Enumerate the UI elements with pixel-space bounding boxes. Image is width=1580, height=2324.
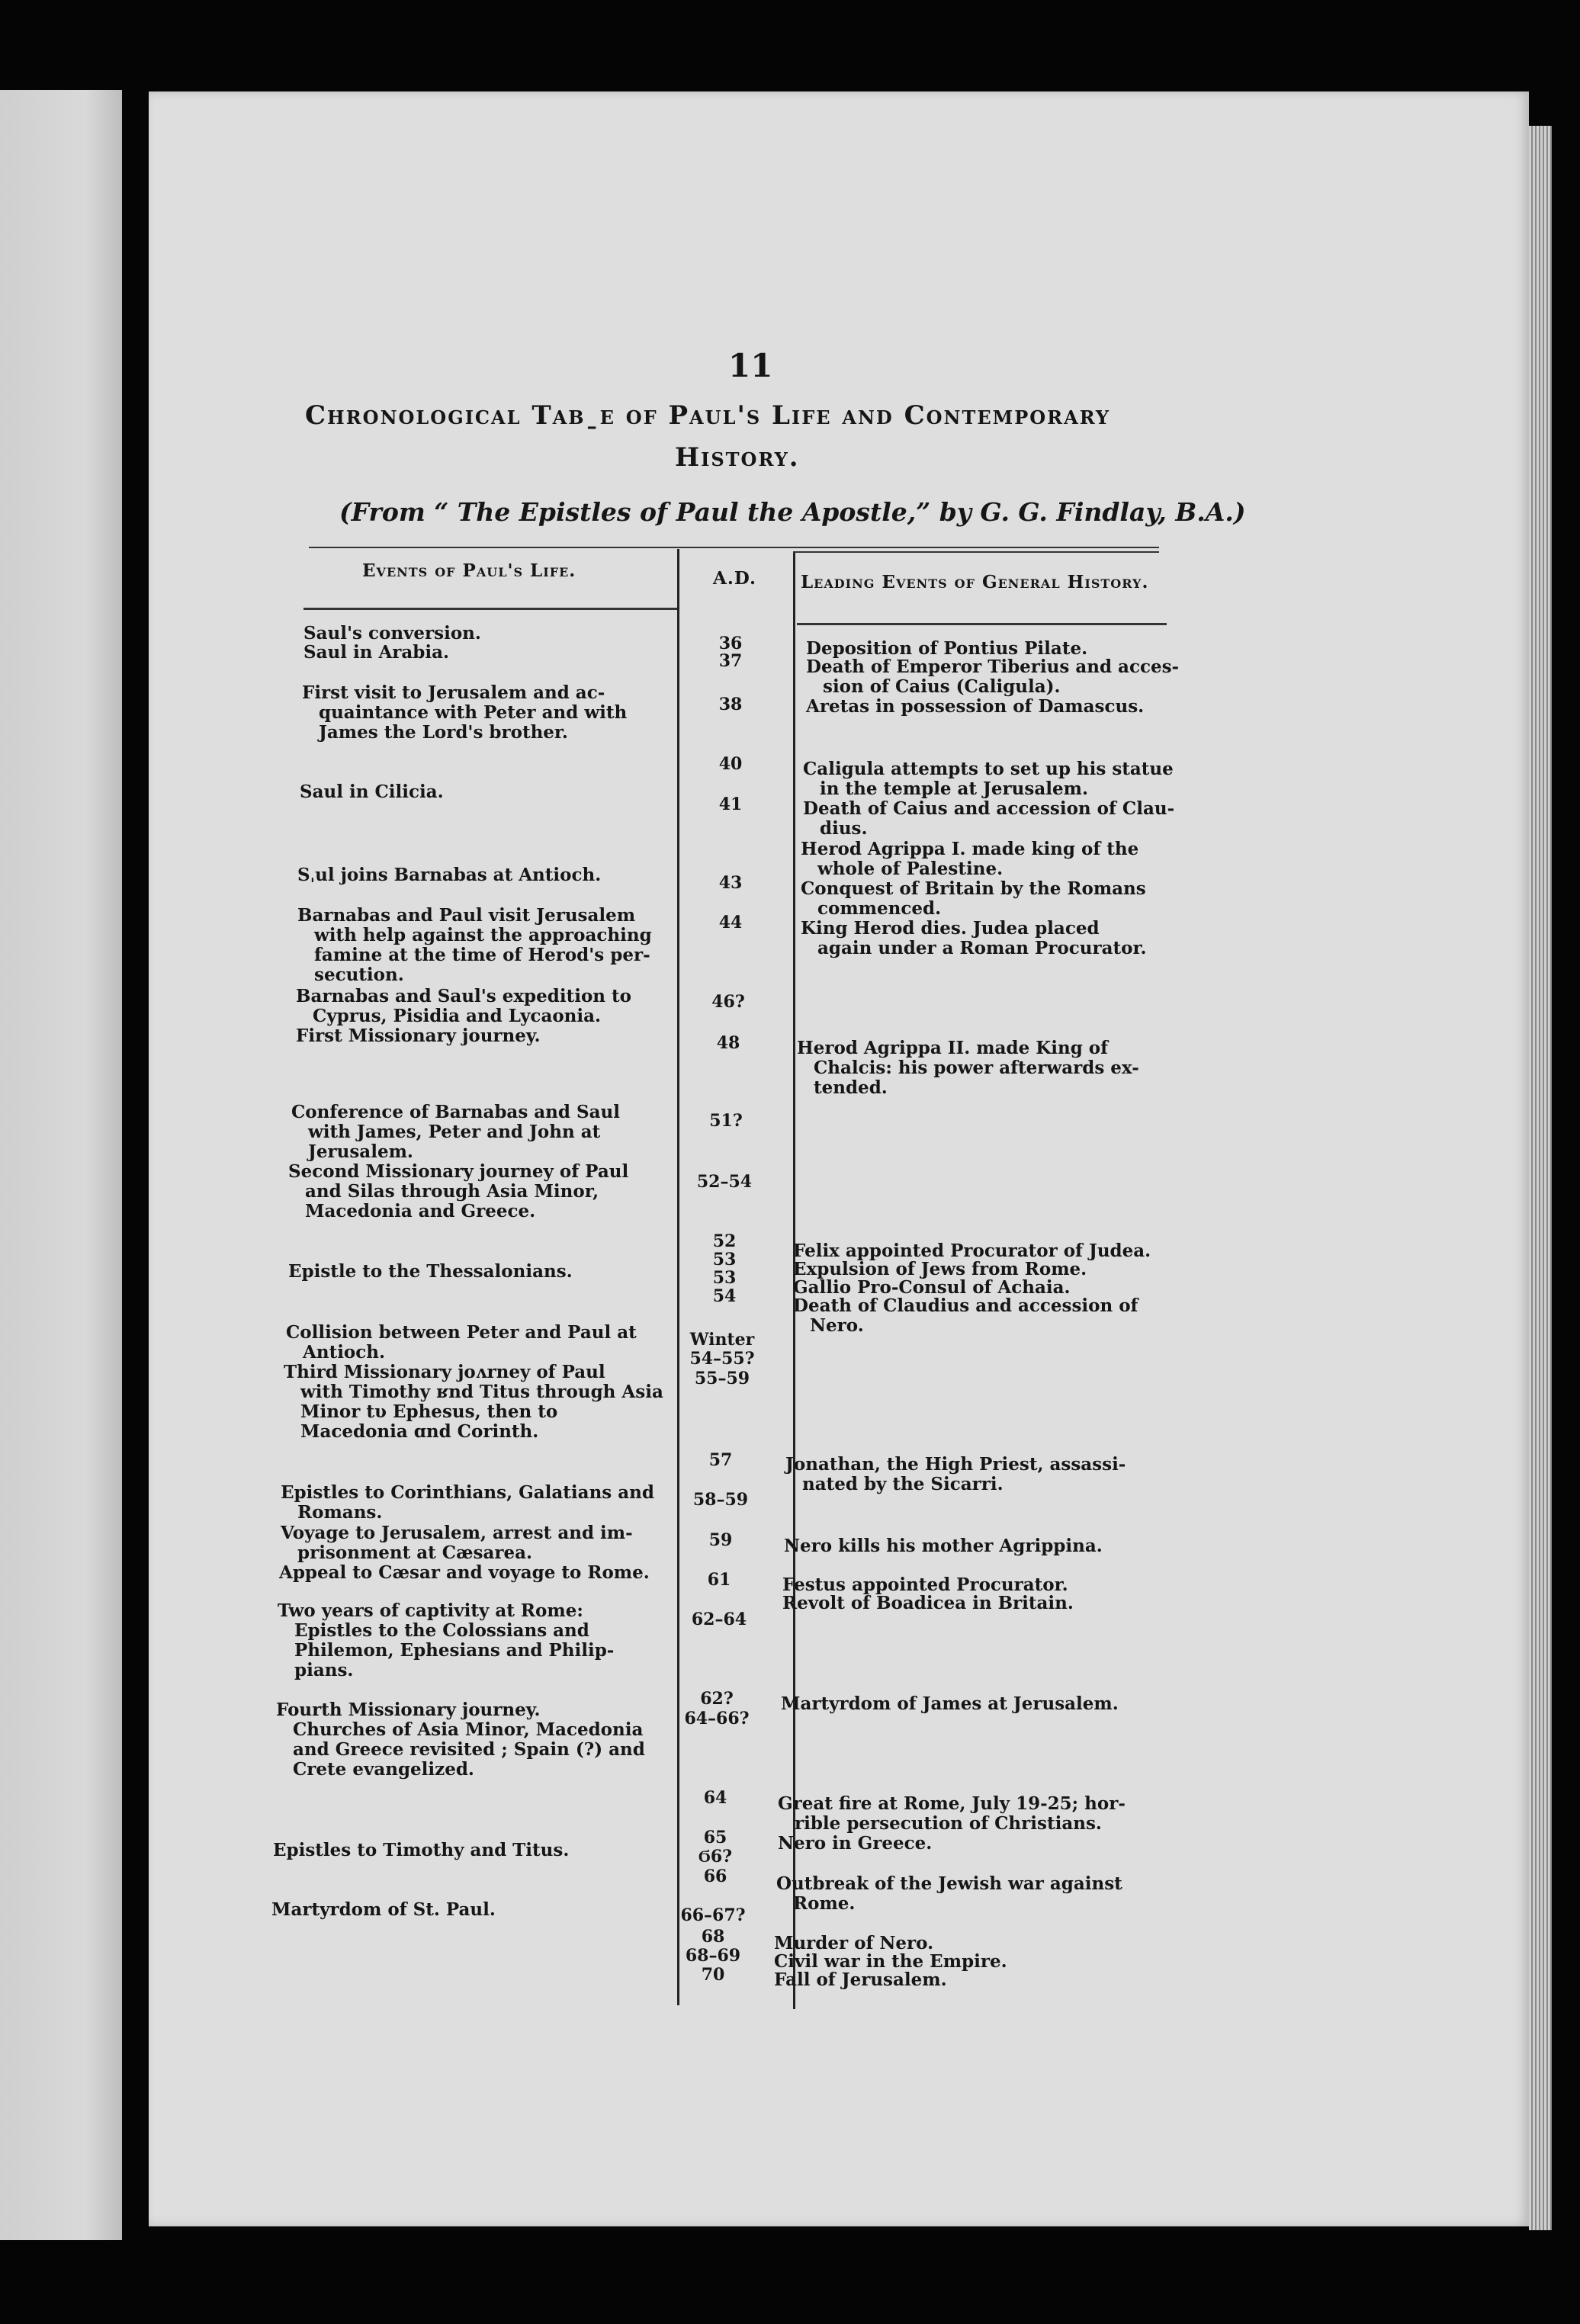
year-cell: 46? bbox=[711, 992, 745, 1012]
paul-event: Saul in Cilicia. bbox=[300, 782, 444, 802]
general-event: Herod Agrippa II. made King of Chalcis: his power afterwards ex- tended. bbox=[797, 1038, 1139, 1098]
year-cell: 62? bbox=[700, 1689, 734, 1709]
year-cell: 53 bbox=[712, 1268, 737, 1288]
year-cell: 54–55? bbox=[689, 1349, 755, 1369]
header-top-rule bbox=[309, 547, 1159, 548]
year-cell: 40 bbox=[718, 754, 743, 774]
general-event: Murder of Nero. bbox=[774, 1933, 934, 1953]
year-cell: 66 bbox=[703, 1867, 727, 1886]
general-event: King Herod dies. Judea placed again under a Roman Procurator. bbox=[801, 918, 1147, 958]
paul-event: Saul in Arabia. bbox=[303, 642, 450, 663]
general-event: Herod Agrippa I. made king of the whole of Palestine. bbox=[801, 839, 1139, 879]
general-event: Aretas in possession of Damascus. bbox=[806, 696, 1145, 717]
year-cell: Winter bbox=[689, 1330, 755, 1350]
previous-page-edge bbox=[0, 90, 122, 2240]
paul-event: Sˌul joins Barnabas at Antioch. bbox=[297, 865, 602, 885]
paul-event: Barnabas and Paul visit Jerusalem with help against the approaching famine at the time of Herod's per- secution. bbox=[297, 905, 652, 985]
year-cell: 51? bbox=[709, 1111, 743, 1131]
year-cell: 61 bbox=[707, 1570, 731, 1590]
general-event: Fall of Jerusalem. bbox=[774, 1969, 947, 1990]
ad-column-header: A.D. bbox=[713, 568, 756, 589]
year-cell: 52 bbox=[712, 1231, 737, 1251]
paul-event: Third Missionary joʌrney of Paul with Timothy ʁnd Titus through Asia Minor tυ Ephesus, then to Macedonia ɑnd Corinth. bbox=[284, 1362, 663, 1442]
paul-event: Two years of captivity at Rome: Epistles to the Colossians and Philemon, Ephesians and Philip- pians. bbox=[278, 1600, 615, 1680]
year-cell: 43 bbox=[718, 873, 743, 893]
page-number: 11 bbox=[728, 347, 773, 384]
year-cell: 57 bbox=[708, 1450, 733, 1470]
year-cell: 48 bbox=[716, 1033, 740, 1053]
general-event: Festus appointed Procurator. bbox=[782, 1574, 1068, 1595]
paul-event: First Missionary journey. bbox=[296, 1026, 541, 1046]
year-cell: 68 bbox=[701, 1927, 725, 1947]
page-title: Chronological Tabˍe of Paul's Life and Contemporary bbox=[305, 400, 1111, 431]
paul-event: Epistle to the Thessalonians. bbox=[288, 1261, 573, 1282]
year-cell: 55–59 bbox=[694, 1369, 750, 1388]
general-event: Death of Caius and accession of Clau- dius. bbox=[803, 798, 1175, 839]
general-event: Felix appointed Procurator of Judea. bbox=[793, 1241, 1151, 1261]
events-column-header: Events of Paul's Life. bbox=[362, 560, 576, 581]
year-cell: Ϭ6? bbox=[698, 1847, 733, 1867]
general-event: Nero in Greece. bbox=[778, 1833, 933, 1854]
general-event: Death of Claudius and accession of Nero. bbox=[793, 1295, 1138, 1336]
paul-event: Appeal to Cæsar and voyage to Rome. bbox=[279, 1562, 650, 1583]
paul-event: First visit to Jerusalem and ac- quaintance with Peter and with James the Lord's brother. bbox=[302, 682, 628, 743]
year-cell: 70 bbox=[701, 1965, 725, 1985]
paul-event: Epistles to Corinthians, Galatians and Romans. bbox=[281, 1482, 654, 1523]
year-cell: 53 bbox=[712, 1250, 737, 1270]
general-event: Expulsion of Jews from Rome. bbox=[793, 1259, 1087, 1279]
page-stack-edge bbox=[1529, 126, 1552, 2230]
header-top-rule-right bbox=[793, 551, 1159, 553]
general-event: Outbreak of the Jewish war against Rome. bbox=[776, 1873, 1122, 1914]
general-event: Deposition of Pontius Pilate. bbox=[806, 638, 1088, 659]
paul-event: Collision between Peter and Paul at Antioch. bbox=[286, 1322, 637, 1363]
paul-event: Fourth Missionary journey. Churches of Asia Minor, Macedonia and Greece revisited ; Spain (?) and Crete evangelized. bbox=[276, 1700, 645, 1780]
general-event: Jonathan, the High Priest, assassi- nated by the Sicarri. bbox=[785, 1454, 1126, 1494]
year-cell: 36 bbox=[718, 634, 743, 653]
year-cell: 54 bbox=[712, 1286, 737, 1306]
general-event: Conquest of Britain by the Romans commenced. bbox=[801, 878, 1146, 919]
year-cell: 64 bbox=[703, 1788, 727, 1808]
year-cell: 44 bbox=[718, 913, 743, 932]
year-cell: 38 bbox=[718, 695, 743, 714]
year-cell: 66–67? bbox=[680, 1905, 746, 1925]
general-event: Civil war in the Empire. bbox=[774, 1951, 1007, 1972]
source-citation: (From “ The Epistles of Paul the Apostle,” by G. G. Findlay, B.A.) bbox=[339, 497, 1246, 527]
page-title-continued: History. bbox=[675, 442, 800, 473]
paul-event: Conference of Barnabas and Saul with James, Peter and John at Jeruѕalem. bbox=[291, 1102, 620, 1162]
paul-event: Saul's conversion. bbox=[303, 623, 481, 644]
general-event: Great fire at Rome, July 19-25; hor- rible persecution of Christians. bbox=[778, 1793, 1126, 1834]
general-event: Revolt of Boadicea in Britain. bbox=[782, 1593, 1074, 1613]
year-cell: 37 bbox=[718, 651, 743, 671]
general-event: Gallio Pro-Consul of Achaia. bbox=[793, 1277, 1071, 1298]
paul-event: Epistles to Timothy and Titus. bbox=[273, 1840, 570, 1860]
general-event: Nero kills his mother Agrippina. bbox=[784, 1536, 1103, 1556]
header-rule-left bbox=[303, 608, 677, 610]
paul-event: Martyrdom of St. Paul. bbox=[271, 1899, 496, 1920]
general-event: Caligula attempts to set up his statue in the temple at Jerusalem. bbox=[803, 759, 1174, 799]
year-cell: 58–59 bbox=[692, 1490, 749, 1510]
general-column-header: Leading Events of General History. bbox=[801, 572, 1149, 592]
year-cell: 62–64 bbox=[691, 1610, 747, 1629]
year-cell: 59 bbox=[708, 1530, 733, 1550]
general-event: Martyrdom of James at Jerusalem. bbox=[781, 1693, 1119, 1714]
paul-event: Barnabas and Saul's expedition to Cyprus, Pisidia and Lycaonia. bbox=[296, 986, 631, 1026]
paul-event: Second Missionary journey of Paul and Silas through Asia Minor, Macedonia and Greece. bbox=[288, 1161, 629, 1221]
paul-event: Voyage to Jerusalem, arrest and im- prisonment at Cæsarea. bbox=[281, 1523, 633, 1563]
header-rule-right bbox=[797, 623, 1167, 625]
year-cell: 68–69 bbox=[685, 1946, 741, 1966]
year-cell: 64–66? bbox=[684, 1709, 750, 1729]
general-event: Death of Emperor Tiberius and acces- sion of Caius (Caligula). bbox=[806, 656, 1180, 697]
year-cell: 41 bbox=[718, 794, 743, 814]
year-cell: 52–54 bbox=[696, 1172, 753, 1192]
year-cell: 65 bbox=[703, 1828, 727, 1847]
